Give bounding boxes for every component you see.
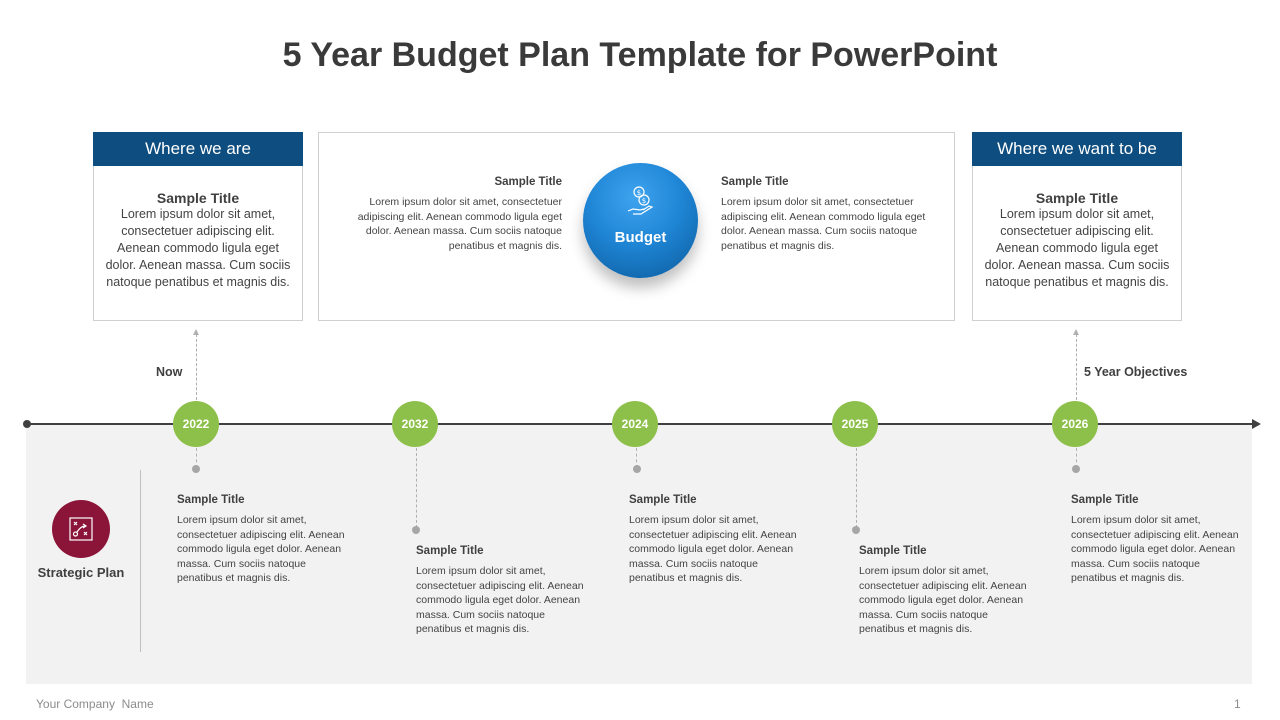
milestone-title: Sample Title bbox=[416, 545, 484, 557]
where-we-want-to-be-header: Where we want to be bbox=[972, 132, 1182, 166]
year-marker-2022: 2022 bbox=[173, 401, 219, 447]
milestone-dot bbox=[412, 526, 420, 534]
up-arrow-icon bbox=[193, 329, 199, 335]
milestone-title: Sample Title bbox=[177, 494, 245, 506]
up-arrow-icon bbox=[1073, 329, 1079, 335]
milestone-body: Lorem ipsum dolor sit amet, consectetuer adipiscing elit. Aenean commodo ligula eget dolor. Aenean massa. Cum sociis natoque penatibus et magnis dis. bbox=[177, 514, 345, 584]
where-we-are-panel bbox=[93, 132, 303, 321]
milestone-body: Lorem ipsum dolor sit amet, consectetuer adipiscing elit. Aenean commodo ligula eget dolor. Aenean massa. Cum sociis natoque penatibus et magnis dis. bbox=[859, 565, 1027, 635]
svg-text:$: $ bbox=[641, 197, 647, 205]
budget-left-title: Sample Title bbox=[494, 176, 562, 188]
now-connector bbox=[196, 334, 197, 400]
milestone-title: Sample Title bbox=[1071, 494, 1139, 506]
budget-circle bbox=[583, 163, 698, 278]
slide-title: 5 Year Budget Plan Template for PowerPoint bbox=[282, 36, 998, 74]
money-hand-icon bbox=[626, 185, 656, 217]
strategic-plan-circle bbox=[52, 500, 110, 558]
milestone-body: Lorem ipsum dolor sit amet, consectetuer adipiscing elit. Aenean commodo ligula eget dolor. Aenean massa. Cum sociis natoque penatibus et magnis dis. bbox=[416, 565, 584, 635]
strategy-board-icon bbox=[69, 517, 93, 541]
timeline-arrow-icon bbox=[1252, 419, 1261, 429]
panel-title: Sample Title bbox=[156, 190, 240, 206]
year-marker-2025: 2025 bbox=[832, 401, 878, 447]
timeline-start-dot bbox=[23, 420, 31, 428]
budget-right-body: Lorem ipsum dolor sit amet, consectetuer adipiscing elit. Aenean commodo ligula eget dolor. Aenean massa. Cum sociis natoque penatibus et magnis dis. bbox=[721, 196, 926, 252]
now-label: Now bbox=[156, 365, 183, 379]
milestone-dot bbox=[633, 465, 641, 473]
where-we-want-to-be-panel bbox=[972, 132, 1182, 321]
budget-left-body: Lorem ipsum dolor sit amet, consectetuer adipiscing elit. Aenean commodo ligula eget dolor. Aenean massa. Cum sociis natoque penatibus et magnis dis. bbox=[357, 196, 562, 252]
panel-body: Lorem ipsum dolor sit amet, consectetuer adipiscing elit. Aenean commodo ligula eget dolor. Aenean massa. Cum sociis natoque penatibus et magnis dis. bbox=[984, 207, 1170, 289]
milestone-dot bbox=[192, 465, 200, 473]
milestone-title: Sample Title bbox=[629, 494, 697, 506]
milestone-title: Sample Title bbox=[859, 545, 927, 557]
budget-label: Budget bbox=[614, 229, 667, 246]
milestone-dot bbox=[1072, 465, 1080, 473]
company-name: Your Company Name bbox=[36, 697, 154, 711]
page-number: 1 bbox=[1234, 697, 1241, 711]
strategic-plan-divider bbox=[140, 470, 141, 652]
where-we-are-header: Where we are bbox=[93, 132, 303, 166]
milestone-connector bbox=[856, 448, 857, 528]
panel-title: Sample Title bbox=[1035, 190, 1119, 206]
year-marker-2032: 2032 bbox=[392, 401, 438, 447]
milestone-dot bbox=[852, 526, 860, 534]
objectives-label: 5 Year Objectives bbox=[1084, 365, 1188, 379]
objectives-connector bbox=[1076, 334, 1077, 400]
svg-text:$: $ bbox=[636, 189, 642, 197]
year-marker-2024: 2024 bbox=[612, 401, 658, 447]
panel-body: Lorem ipsum dolor sit amet, consectetuer adipiscing elit. Aenean commodo ligula eget dolor. Aenean massa. Cum sociis natoque penatibus et magnis dis. bbox=[105, 207, 291, 289]
milestone-body: Lorem ipsum dolor sit amet, consectetuer adipiscing elit. Aenean commodo ligula eget dolor. Aenean massa. Cum sociis natoque penatibus et magnis dis. bbox=[1071, 514, 1239, 584]
budget-right-title: Sample Title bbox=[721, 176, 789, 188]
strategic-plan-label: Strategic Plan bbox=[37, 565, 125, 580]
year-marker-2026: 2026 bbox=[1052, 401, 1098, 447]
milestone-body: Lorem ipsum dolor sit amet, consectetuer adipiscing elit. Aenean commodo ligula eget dolor. Aenean massa. Cum sociis natoque penatibus et magnis dis. bbox=[629, 514, 797, 584]
milestone-connector bbox=[416, 448, 417, 528]
